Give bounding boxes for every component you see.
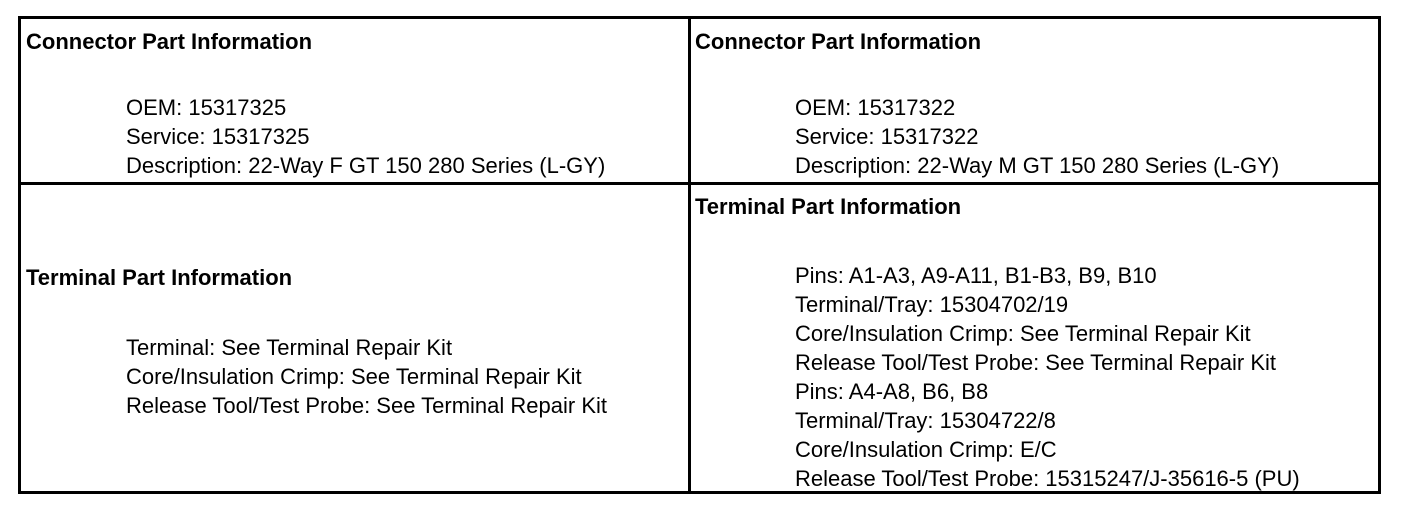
right-connector-description: Description: 22-Way M GT 150 280 Series (L-GY) <box>795 153 1280 178</box>
left-terminal-release-tool: Release Tool/Test Probe: See Terminal Repair Kit <box>126 393 607 418</box>
right-connector-heading: Connector Part Information <box>695 29 982 54</box>
right-terminal-pins-1: Pins: A1-A3, A9-A11, B1-B3, B9, B10 <box>795 263 1157 288</box>
left-connector-heading: Connector Part Information <box>26 29 313 54</box>
right-terminal-crimp-2: Core/Insulation Crimp: E/C <box>795 437 1057 462</box>
connector-info-table <box>18 16 1381 494</box>
right-connector-service: Service: 15317322 <box>795 124 979 149</box>
left-terminal-details <box>126 333 607 420</box>
left-connector-service: Service: 15317325 <box>126 124 310 149</box>
right-connector-oem: OEM: 15317322 <box>795 95 956 120</box>
right-terminal-tray-1: Terminal/Tray: 15304702/19 <box>795 292 1069 317</box>
right-connector-details <box>795 93 1279 180</box>
row-divider <box>21 182 1378 185</box>
right-terminal-crimp-1: Core/Insulation Crimp: See Terminal Repair Kit <box>795 321 1251 346</box>
right-terminal-release-tool-1: Release Tool/Test Probe: See Terminal Repair Kit <box>795 350 1276 375</box>
right-terminal-release-tool-2: Release Tool/Test Probe: 15315247/J-35616-5 (PU) <box>795 466 1300 491</box>
left-terminal-terminal: Terminal: See Terminal Repair Kit <box>126 335 453 360</box>
right-terminal-tray-2: Terminal/Tray: 15304722/8 <box>795 408 1056 433</box>
left-terminal-crimp: Core/Insulation Crimp: See Terminal Repair Kit <box>126 364 582 389</box>
left-terminal-heading: Terminal Part Information <box>26 265 293 290</box>
left-connector-description: Description: 22-Way F GT 150 280 Series (L-GY) <box>126 153 606 178</box>
right-terminal-heading: Terminal Part Information <box>695 194 962 219</box>
left-connector-oem: OEM: 15317325 <box>126 95 287 120</box>
column-divider <box>688 19 691 491</box>
right-terminal-details <box>795 261 1300 493</box>
left-connector-details <box>126 93 605 180</box>
right-terminal-pins-2: Pins: A4-A8, B6, B8 <box>795 379 989 404</box>
